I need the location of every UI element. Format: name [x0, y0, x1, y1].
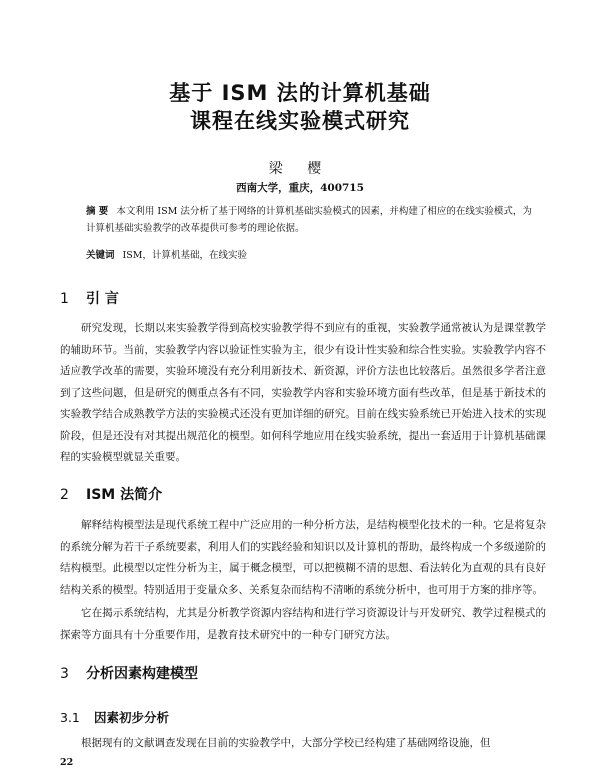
section-2-paragraph-2: 它在揭示系统结构，尤其是分析教学资源内容结构和进行学习资源设计与开发研究、教学过程模式的探索等方面具有十分重要作用，是教育技术研究中的一种专门研究方法。	[60, 607, 546, 641]
author-name: 梁 樱	[268, 161, 332, 177]
section-heading-2	[60, 484, 162, 504]
keywords-label: 关键词	[86, 250, 115, 261]
section-title: ISM 法简介	[86, 487, 163, 503]
subsection-title: 因素初步分析	[94, 710, 170, 725]
author-affiliation: 西南大学，重庆，400715	[236, 182, 364, 194]
section-title: 分析因素构建模型	[86, 666, 198, 682]
section-heading-1	[60, 288, 119, 308]
page-number: 22	[60, 757, 74, 768]
section-heading-3	[60, 663, 198, 683]
abstract-label: 摘 要	[86, 206, 109, 217]
section-title: 引 言	[86, 291, 119, 307]
article-title-line1: 基于 ISM 法的计算机基础	[169, 81, 431, 105]
keywords-text: ISM，计算机基础，在线实验	[122, 250, 248, 261]
subsection-3-1-paragraph: 根据现有的文献调查发现在目前的实验教学中，大部分学校已经构建了基础网络设施，但	[81, 737, 491, 749]
section-1-paragraph-1: 研究发现，长期以来实验教学得到高校实验教学得不到应有的重视，实验教学通常被认为是课堂教学的辅助环节。当前，实验教学内容以验证性实验为主，很少有设计性实验和综合性实验。实验教学内容不适应教学改革的需要，实验环境没有充分利用新技术、新资源，评价方法也比较落后。虽然很多学者注意到了这些问题，但是研究的侧重点各有不同，实验教学内容和实验环境方面有些改革，但是基于新技术的实验教学结合成熟教学方法的实验模式还没有更加详细的研究。目前在线实验系统已开始进入技术的实现阶段，但是还没有对其提出规范化的模型。如何科学地应用在线实验系统，提出一套适用于计算机基础课程的实验模型就显关重要。	[60, 322, 546, 463]
abstract	[86, 203, 538, 237]
section-number: 1	[60, 291, 69, 307]
article-title-line2: 课程在线实验模式研究	[190, 109, 410, 133]
keywords	[86, 247, 538, 264]
abstract-text: 本文利用 ISM 法分析了基于网络的计算机基础实验模式的因素，并构建了相应的在线实验模式，为计算机基础实验教学的改革提供可参考的理论依据。	[86, 206, 532, 234]
section-number: 3	[60, 666, 69, 682]
section-number: 2	[60, 487, 69, 503]
subsection-heading-3-1	[60, 708, 169, 726]
section-2-paragraph-1: 解释结构模型法是现代系统工程中广泛应用的一种分析方法，是结构模型化技术的一种。它是将复杂的系统分解为若干子系统要素，利用人们的实践经验和知识以及计算机的帮助，最终构成一个多级递阶的结构模型。此模型以定性分析为主，属于概念模型，可以把模糊不清的思想、看法转化为直观的具有良好结构关系的模型。特别适用于变量众多、关系复杂而结构不清晰的系统分析中，也可用于方案的排序等。	[60, 519, 546, 596]
subsection-number: 3.1	[60, 710, 80, 725]
